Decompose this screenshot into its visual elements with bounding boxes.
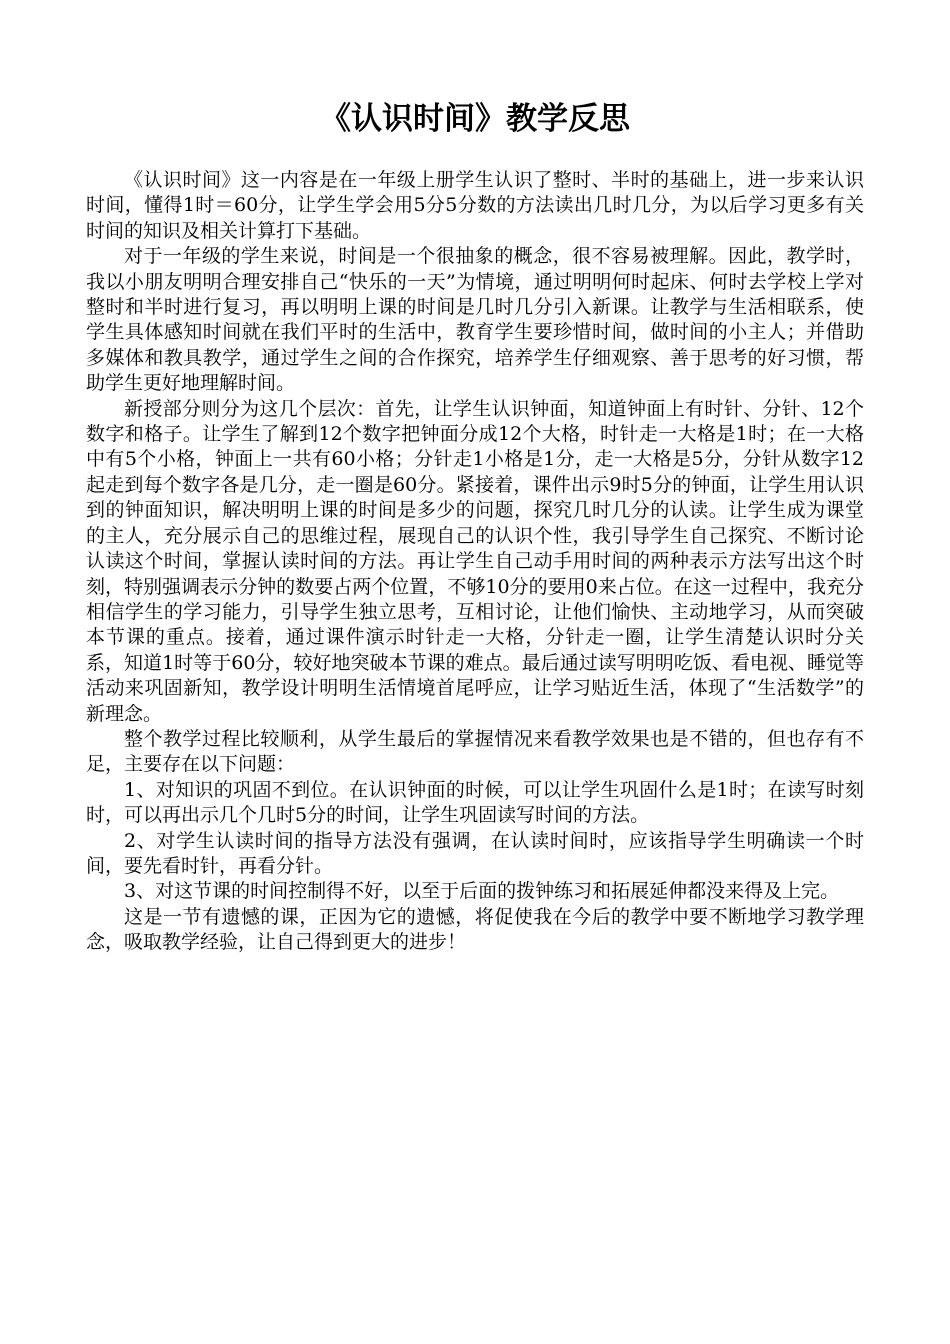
- paragraph-issue-3: 3、对这节课的时间控制得不好，以至于后面的拨钟练习和拓展延伸都没来得及上完。: [124, 880, 840, 903]
- paragraph-intro: 《认识时间》这一内容是在一年级上册学生认识了整时、半时的基础上，进一步来认识时间，懂得1时＝60分，让学生学会用5分5分数的方法读出几时几分，为以后学习更多有关时间的知识及相关计算打下基础。: [86, 169, 864, 242]
- paragraph-new-lesson: 新授部分则分为这几个层次：首先，让学生认识钟面，知道钟面上有时针、分针、12个数字和格子。让学生了解到12个数字把钟面分成12个大格，时针走一大格是1时；在一大格中有5个小格，钟面上一共有60小格；分针走1小格是1分，走一大格是5分，分针从数字12起走到每个数字各是几分，走一圈是60分。紧接着，课件出示9时5分的钟面，让学生用认识到的钟面知识，解决明明上课的时间是多少的问题，探究几时几分的认读。让学生成为课堂的主人，充分展示自己的思维过程，展现自己的认识个性，我引导学生自己探究、不断讨论认读这个时间，掌握认读时间的方法。再让学生自己动手用时间的两种表示方法写出这个时刻，特别强调表示分钟的数要占两个位置，不够10分的要用0来占位。在这一过程中，我充分相信学生的学习能力，引导学生独立思考，互相讨论，让他们愉快、主动地学习，从而突破本节课的重点。接着，通过课件演示时针走一大格，分针走一圈，让学生清楚认识时分关系，知道1时等于60分，较好地突破本节课的难点。最后通过读写明明吃饭、看电视、睡觉等活动来巩固新知，教学设计明明生活情境首尾呼应，让学习贴近生活，体现了“生活数学”的新理念。: [86, 397, 864, 725]
- paragraph-issue-1: 1、对知识的巩固不到位。在认识钟面的时候，可以让学生巩固什么是1时；在读写时刻时，可以再出示几个几时5分的时间，让学生巩固读写时间的方法。: [86, 778, 864, 827]
- paragraph-situation: 对于一年级的学生来说，时间是一个很抽象的概念，很不容易被理解。因此，教学时，我以小朋友明明合理安排自己“快乐的一天”为情境，通过明明何时起床、何时去学校上学对整时和半时进行复习，再以明明上课的时间是几时几分引入新课。让教学与生活相联系，使学生具体感知时间就在我们平时的生活中，教育学生要珍惜时间，做时间的小主人；并借助多媒体和教具教学，通过学生之间的合作探究，培养学生仔细观察、善于思考的好习惯，帮助学生更好地理解时间。: [86, 245, 864, 395]
- paragraph-conclusion: 这是一节有遗憾的课，正因为它的遗憾，将促使我在今后的教学中要不断地学习教学理念，吸取教学经验，让自己得到更大的进步！: [86, 905, 864, 954]
- paragraph-issue-2: 2、对学生认读时间的指导方法没有强调，在认读时间时，应该指导学生明确读一个时间，要先看时针，再看分针。: [86, 829, 864, 877]
- document-body: [86, 168, 864, 956]
- document-title: 《认识时间》教学反思: [320, 101, 630, 137]
- paragraph-summary: 整个教学过程比较顺利，从学生最后的掌握情况来看教学效果也是不错的，但也存有不足，主要存在以下问题：: [86, 727, 864, 776]
